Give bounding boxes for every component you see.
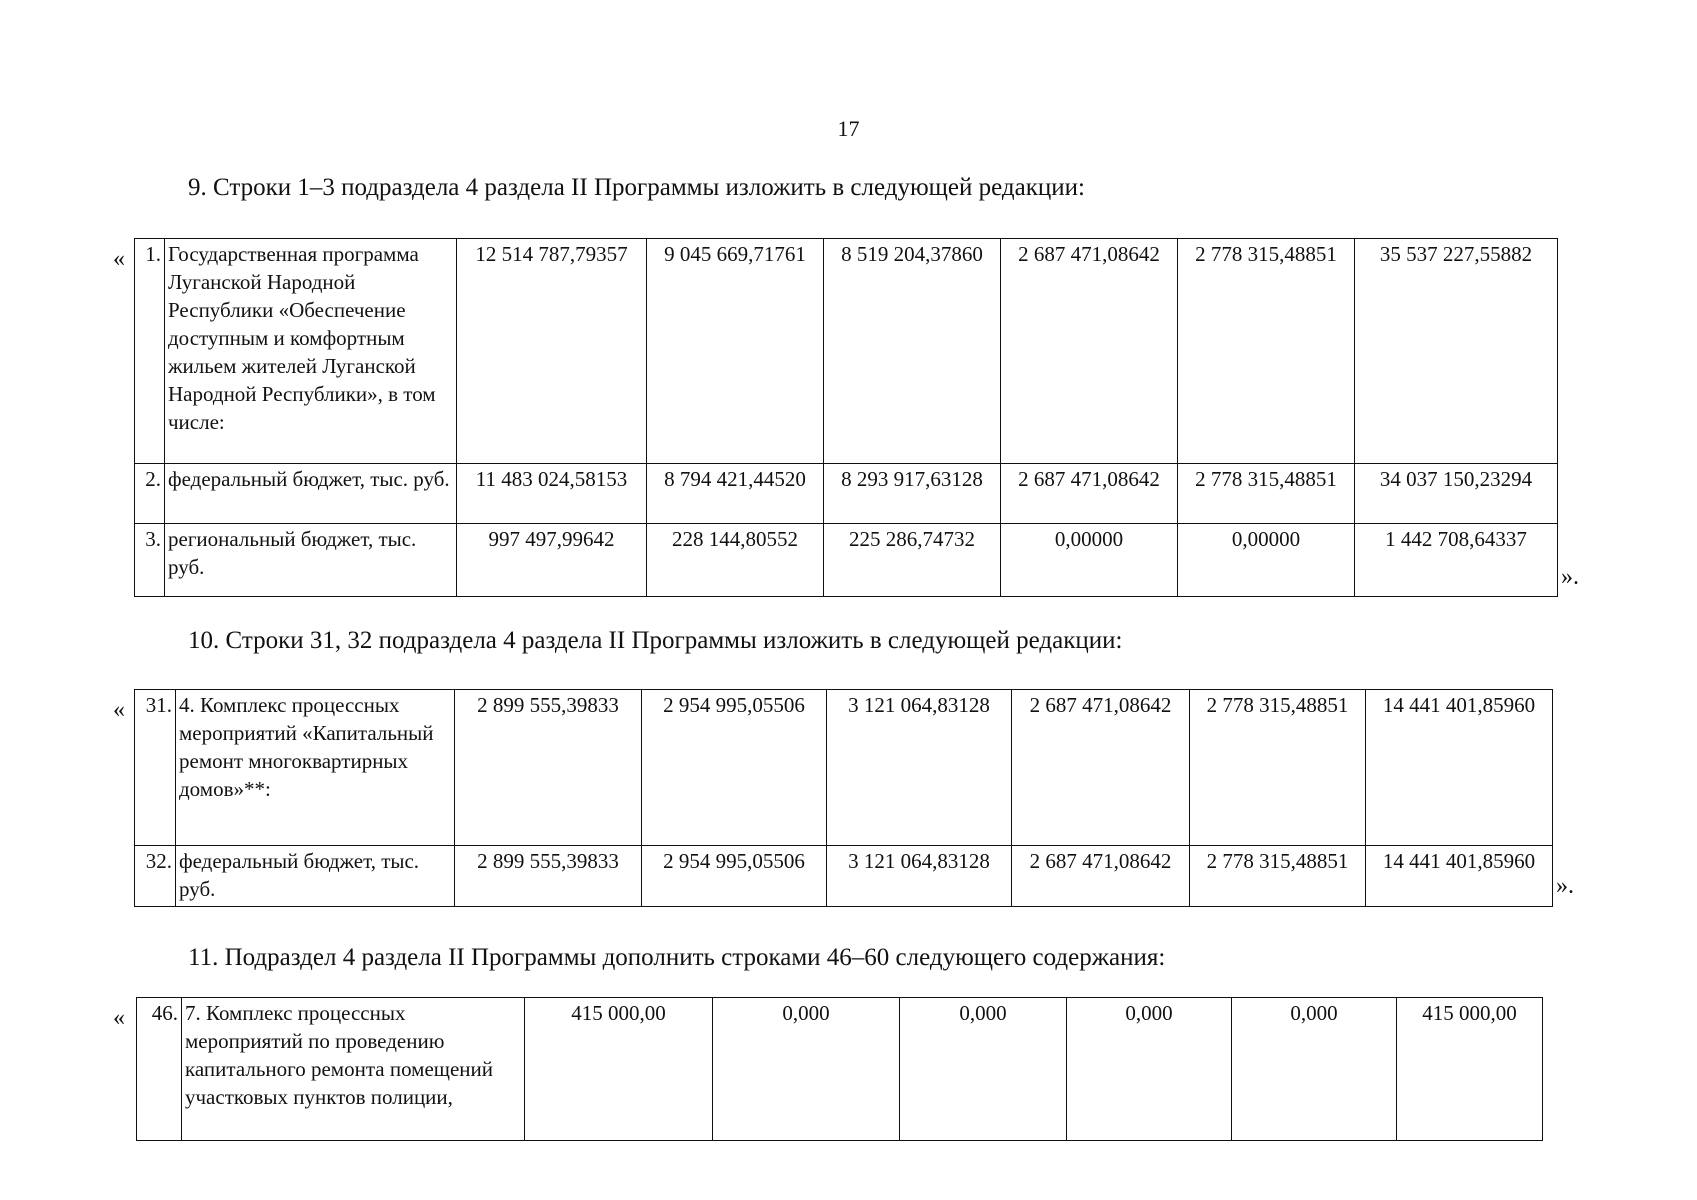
- value-cell: 0,000: [900, 998, 1067, 1141]
- opening-quote: «: [113, 697, 125, 723]
- closing-quote: ».: [1556, 873, 1574, 899]
- opening-quote: «: [113, 246, 125, 272]
- value-cell: 9 045 669,71761: [647, 239, 824, 464]
- value-cell: 225 286,74732: [824, 524, 1001, 597]
- table-row: [135, 846, 1553, 907]
- value-cell: 14 441 401,85960: [1366, 846, 1553, 907]
- value-cell: 0,00000: [1178, 524, 1355, 597]
- value-cell: 2 778 315,48851: [1178, 464, 1355, 524]
- value-cell: 0,000: [713, 998, 900, 1141]
- value-cell: 0,00000: [1001, 524, 1178, 597]
- table-section-9: [134, 238, 1558, 597]
- table-row: [135, 690, 1553, 846]
- row-label: Государственная программа Луганской Народной Республики «Обеспечение доступным и комфортным жильем жителей Луганской Народной Республики», в том числе:: [165, 239, 457, 464]
- closing-quote: ».: [1561, 564, 1579, 590]
- value-cell: 2 687 471,08642: [1001, 239, 1178, 464]
- value-cell: 8 794 421,44520: [647, 464, 824, 524]
- value-cell: 0,000: [1232, 998, 1397, 1141]
- value-cell: 14 441 401,85960: [1366, 690, 1553, 846]
- row-number: 2.: [135, 464, 165, 524]
- row-number: 31.: [135, 690, 176, 846]
- value-cell: 11 483 024,58153: [457, 464, 647, 524]
- value-cell: 8 519 204,37860: [824, 239, 1001, 464]
- value-cell: 2 778 315,48851: [1178, 239, 1355, 464]
- value-cell: 1 442 708,64337: [1355, 524, 1558, 597]
- value-cell: 2 954 995,05506: [642, 846, 827, 907]
- value-cell: 2 687 471,08642: [1012, 846, 1190, 907]
- table-row: [135, 464, 1558, 524]
- table-section-11: [136, 997, 1543, 1141]
- row-label: федеральный бюджет, тыс. руб.: [165, 464, 457, 524]
- row-number: 46.: [137, 998, 182, 1141]
- row-number: 1.: [135, 239, 165, 464]
- row-label: 4. Комплекс процессных мероприятий «Капитальный ремонт многоквартирных домов»**:: [176, 690, 455, 846]
- value-cell: 0,000: [1067, 998, 1232, 1141]
- row-number: 3.: [135, 524, 165, 597]
- value-cell: 34 037 150,23294: [1355, 464, 1558, 524]
- value-cell: 415 000,00: [1397, 998, 1543, 1141]
- table-row: [135, 239, 1558, 464]
- table-row: [137, 998, 1543, 1141]
- row-label: федеральный бюджет, тыс. руб.: [176, 846, 455, 907]
- table-section-10: [134, 689, 1553, 907]
- value-cell: 12 514 787,79357: [457, 239, 647, 464]
- section-heading: 9. Строки 1–3 подраздела 4 раздела II Программы изложить в следующей редакции:: [188, 174, 1085, 201]
- value-cell: 2 687 471,08642: [1012, 690, 1190, 846]
- value-cell: 2 778 315,48851: [1190, 690, 1366, 846]
- section-heading: 10. Строки 31, 32 подраздела 4 раздела II Программы изложить в следующей редакции:: [188, 627, 1123, 654]
- value-cell: 2 687 471,08642: [1001, 464, 1178, 524]
- value-cell: 415 000,00: [525, 998, 713, 1141]
- row-label: региональный бюджет, тыс. руб.: [165, 524, 457, 597]
- row-label: 7. Комплекс процессных мероприятий по проведению капитального ремонта помещений участковых пунктов полиции,: [182, 998, 525, 1141]
- value-cell: 2 899 555,39833: [455, 690, 642, 846]
- table-row: [135, 524, 1558, 597]
- value-cell: 2 954 995,05506: [642, 690, 827, 846]
- value-cell: 2 899 555,39833: [455, 846, 642, 907]
- value-cell: 3 121 064,83128: [827, 846, 1012, 907]
- value-cell: 2 778 315,48851: [1190, 846, 1366, 907]
- value-cell: 997 497,99642: [457, 524, 647, 597]
- page-number: 17: [837, 116, 860, 141]
- value-cell: 3 121 064,83128: [827, 690, 1012, 846]
- opening-quote: «: [113, 1005, 125, 1031]
- value-cell: 35 537 227,55882: [1355, 239, 1558, 464]
- value-cell: 8 293 917,63128: [824, 464, 1001, 524]
- row-number: 32.: [135, 846, 176, 907]
- section-heading: 11. Подраздел 4 раздела II Программы дополнить строками 46–60 следующего содержания:: [188, 944, 1166, 971]
- value-cell: 228 144,80552: [647, 524, 824, 597]
